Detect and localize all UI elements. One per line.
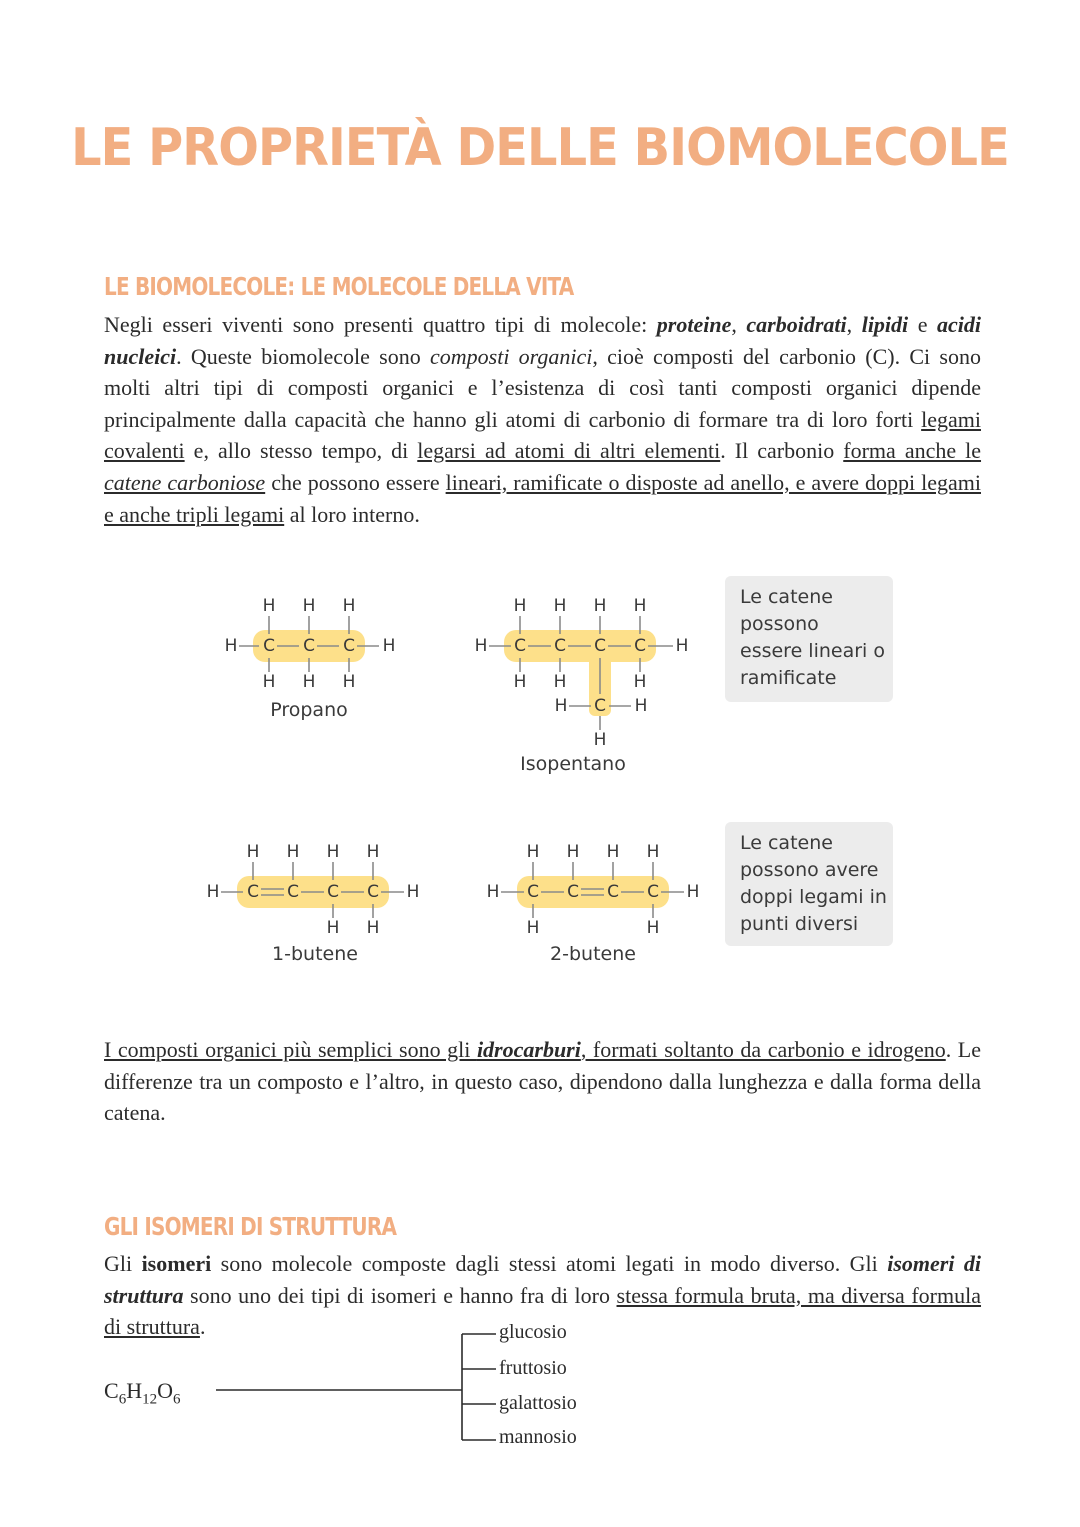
underline-legarsi: legarsi ad atomi di altri elementi (417, 438, 721, 464)
atom-h: H (366, 842, 380, 862)
isomer-fruttosio: fruttosio (499, 1357, 567, 1379)
text-run: . Il carbonio (720, 438, 844, 464)
isomer-mannosio: mannosio (499, 1426, 577, 1448)
underline-legami-covalenti: legami covalenti (104, 406, 981, 464)
underline-lineari-ramificate: lineari, ramificate o disposte ad anello, e avere doppi legami e anche tripli legami (104, 469, 981, 527)
atom-h: H (686, 882, 700, 902)
atom-c: C (567, 882, 579, 902)
isomer-glucosio: glucosio (499, 1321, 567, 1343)
formula-sub: 12 (142, 1391, 158, 1408)
atom-h: H (675, 636, 689, 656)
atom-h: H (526, 918, 540, 938)
text-run: , cioè composti del carbonio (C). Ci sono molti altri tipi di composti organici e l’esistenza di così tanti composti organici dipende principalmente dalla capacità che hanno gli atomi di carbonio di formare tra di loro forti (104, 343, 981, 432)
atom-h: H (486, 882, 500, 902)
atom-h: H (553, 672, 567, 692)
text-run: . (199, 1314, 206, 1340)
atom-h: H (246, 842, 260, 862)
text-run: , (846, 312, 862, 337)
atom-h: H (554, 696, 568, 716)
isomer-galattosio: galattosio (499, 1392, 577, 1414)
atom-c: C (367, 882, 379, 902)
atom-h: H (526, 842, 540, 862)
term-isomeri: isomeri (141, 1251, 212, 1276)
text-run: I composti organici più semplici sono gli (104, 1037, 477, 1062)
term-carboidrati: carboidrati (746, 312, 847, 337)
atom-h: H (224, 636, 238, 656)
atom-h: H (646, 842, 660, 862)
text-run: sono uno dei tipi di isomeri e hanno fra di loro (183, 1282, 617, 1308)
atom-c: C (554, 636, 566, 656)
formula-sub: 6 (172, 1391, 181, 1408)
atom-c: C (527, 882, 539, 902)
atom-h: H (206, 882, 220, 902)
atom-h: H (326, 842, 340, 862)
atom-h: H (262, 672, 276, 692)
text-run: e, allo stesso tempo, di (184, 438, 418, 464)
term-composti-organici: composti organici (430, 343, 593, 369)
atom-c: C (247, 882, 259, 902)
label-2-butene: 2-butene (550, 943, 636, 965)
section-heading-isomeri: GLI ISOMERI DI STRUTTURA (104, 1212, 397, 1241)
paragraph-idrocarburi (104, 1034, 981, 1129)
atom-h: H (302, 672, 316, 692)
note-linear-branched-line: possono (740, 613, 819, 635)
atom-h: H (406, 882, 420, 902)
atom-h: H (606, 842, 620, 862)
text-run: che possono essere (265, 469, 446, 495)
atom-c: C (647, 882, 659, 902)
atom-h: H (382, 636, 396, 656)
note-double-bonds-line: Le catene (740, 832, 833, 854)
term-lipidi: lipidi (861, 312, 909, 337)
term-proteine: proteine (656, 312, 732, 337)
formula-c: C (104, 1378, 119, 1403)
atom-c: C (594, 696, 606, 716)
text-run: , (731, 312, 747, 337)
text-run: , formati soltanto da carbonio e idrogeno (580, 1037, 946, 1062)
atom-c: C (327, 882, 339, 902)
atom-h: H (513, 596, 527, 616)
formula-o: O (157, 1378, 173, 1403)
paragraph-biomolecole (104, 309, 981, 530)
section-heading-biomolecole: LE BIOMOLECOLE: LE MOLECOLE DELLA VITA (104, 272, 574, 301)
hydrocarbon-chains-figure (195, 572, 905, 972)
underline-idrocarburi (104, 1037, 946, 1062)
atom-h: H (633, 672, 647, 692)
note-linear-branched-line: Le catene (740, 586, 833, 608)
atom-h: H (593, 596, 607, 616)
atom-h: H (342, 596, 356, 616)
text-run: forma anche le (843, 438, 982, 464)
atom-h: H (646, 918, 660, 938)
atom-h: H (553, 596, 567, 616)
label-propano: Propano (270, 699, 348, 721)
atom-c: C (607, 882, 619, 902)
formula-sub: 6 (118, 1391, 127, 1408)
atom-h: H (342, 672, 356, 692)
atom-h: H (474, 636, 488, 656)
term-acidi-nucleici: acidi nucleici (104, 312, 982, 369)
term-idrocarburi: idrocarburi (476, 1037, 581, 1062)
note-linear-branched-line: essere lineari o (740, 640, 885, 662)
atom-h: H (633, 596, 647, 616)
text-run: Gli (104, 1251, 142, 1276)
formula-h: H (126, 1378, 143, 1403)
text-run: e (908, 312, 938, 337)
note-double-bonds-line: punti diversi (740, 913, 859, 935)
note-double-bonds-line: doppi legami in (740, 886, 887, 908)
text-run: . Le differenze tra un composto e l’altro, in questo caso, dipendono dalla lunghezza e dalla forma della catena. (104, 1037, 981, 1126)
atom-h: H (634, 696, 648, 716)
label-1-butene: 1-butene (272, 943, 358, 965)
atom-h: H (262, 596, 276, 616)
note-linear-branched-line: ramificate (740, 667, 837, 689)
underline-formula-bruta: stessa formula bruta, ma diversa formula di struttura (104, 1282, 982, 1340)
atom-c: C (287, 882, 299, 902)
page-title: LE PROPRIETÀ DELLE BIOMOLECOLE (71, 118, 1009, 178)
text-run: Negli esseri viventi sono presenti quattro tipi di molecole: (104, 312, 657, 337)
atom-h: H (566, 842, 580, 862)
atom-h: H (286, 842, 300, 862)
atom-c: C (634, 636, 646, 656)
term-catene-carboniose: catene carboniose (104, 469, 266, 495)
atom-h: H (513, 672, 527, 692)
atom-h: H (366, 918, 380, 938)
term-isomeri-struttura: isomeri di struttura (104, 1251, 981, 1308)
text-run: . Queste biomolecole sono (176, 343, 430, 369)
atom-c: C (303, 636, 315, 656)
figure-content (207, 576, 893, 965)
text-run: al loro interno. (284, 501, 420, 527)
note-double-bonds-line: possono avere (740, 859, 879, 881)
atom-c: C (594, 636, 606, 656)
text-run: sono molecole composte dagli stessi atomi legati in modo diverso. Gli (211, 1251, 888, 1276)
label-isopentano: Isopentano (520, 753, 626, 775)
atom-c: C (514, 636, 526, 656)
atom-h: H (326, 918, 340, 938)
atom-c: C (343, 636, 355, 656)
atom-h: H (593, 730, 607, 750)
isomer-tree (104, 1320, 624, 1450)
atom-h: H (302, 596, 316, 616)
atom-c: C (263, 636, 275, 656)
